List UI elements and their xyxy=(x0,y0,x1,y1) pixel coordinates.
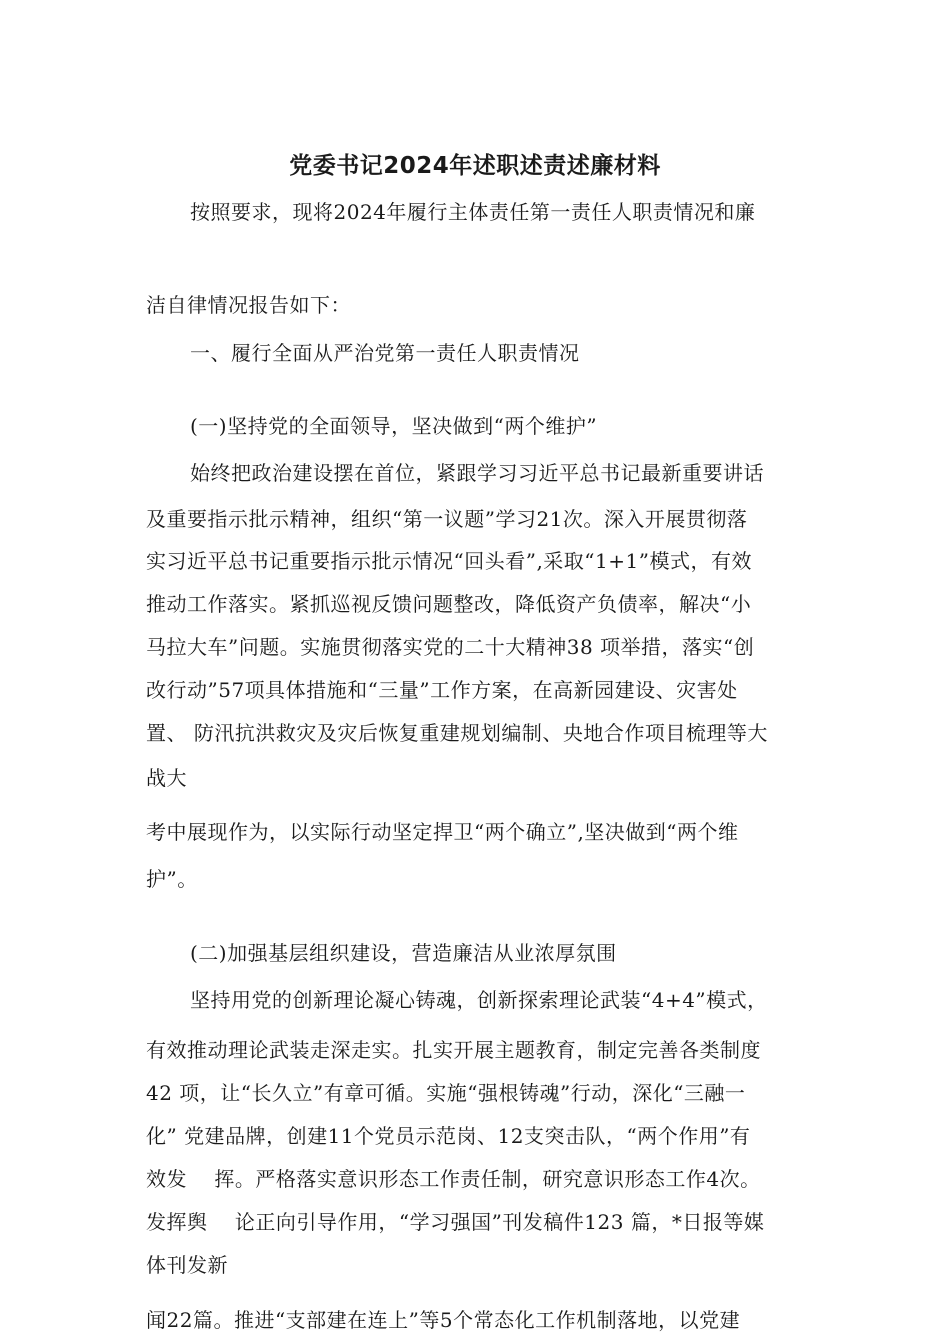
paragraph-line: 改行动”57项具体措施和“三量”工作方案，在高新园建设、灾害处 xyxy=(146,678,738,702)
paragraph-line: 坚持用党的创新理论凝心铸魂，创新探索理论武装“4+4”模式， xyxy=(190,988,768,1012)
paragraph-line: 始终把政治建设摆在首位，紧跟学习习近平总书记最新重要讲话 xyxy=(190,461,764,485)
paragraph-line: 42 项，让“长久立”有章可循。实施“强根铸魂”行动，深化“三融一 xyxy=(146,1081,746,1105)
paragraph-line: 考中展现作为，以实际行动坚定捍卫“两个确立”,坚决做到“两个维 xyxy=(146,820,739,844)
paragraph-line: 马拉大车”问题。实施贯彻落实党的二十大精神38 项举措，落实“创 xyxy=(146,635,755,659)
document-title: 党委书记2024年述职述责述廉材料 xyxy=(289,153,661,179)
paragraph-line: 实习近平总书记重要指示批示情况“回头看”,采取“1+1”模式，有效 xyxy=(146,549,752,573)
paragraph-line: 及重要指示批示精神，组织“第一议题”学习21次。深入开展贯彻落 xyxy=(146,507,748,531)
paragraph-line: 置、 防汛抗洪救灾及灾后恢复重建规划编制、央地合作项目梳理等大 xyxy=(146,721,768,745)
paragraph-line: 战大 xyxy=(146,766,187,790)
paragraph-line: 推动工作落实。紧抓巡视反馈问题整改，降低资产负债率，解决“小 xyxy=(146,592,752,616)
paragraph-line: 闻22篇。推进“支部建在连上”等5个常态化工作机制落地，以党建 xyxy=(146,1308,741,1332)
section-heading: 一、履行全面从严治党第一责任人职责情况 xyxy=(190,341,580,365)
paragraph-line: 有效推动理论武装走深走实。扎实开展主题教育，制定完善各类制度 xyxy=(146,1038,761,1062)
paragraph-line: 化” 党建品牌，创建11个党员示范岗、12支突击队，“两个作用”有 xyxy=(146,1124,751,1148)
subsection-heading: (一)坚持党的全面领导，坚决做到“两个维护” xyxy=(190,414,598,438)
paragraph-line: 效发 挥。严格落实意识形态工作责任制，研究意识形态工作4次。 xyxy=(146,1167,761,1191)
paragraph-line: 洁自律情况报告如下： xyxy=(146,293,351,317)
paragraph-line: 按照要求，现将2024年履行主体责任第一责任人职责情况和廉 xyxy=(190,200,756,224)
paragraph-line: 发挥舆 论正向引导作用，“学习强国”刊发稿件123 篇，*日报等媒 xyxy=(146,1210,765,1234)
subsection-heading: (二)加强基层组织建设，营造廉洁从业浓厚氛围 xyxy=(190,941,617,965)
paragraph-line: 护”。 xyxy=(146,867,198,891)
paragraph-line: 体刊发新 xyxy=(146,1253,228,1277)
